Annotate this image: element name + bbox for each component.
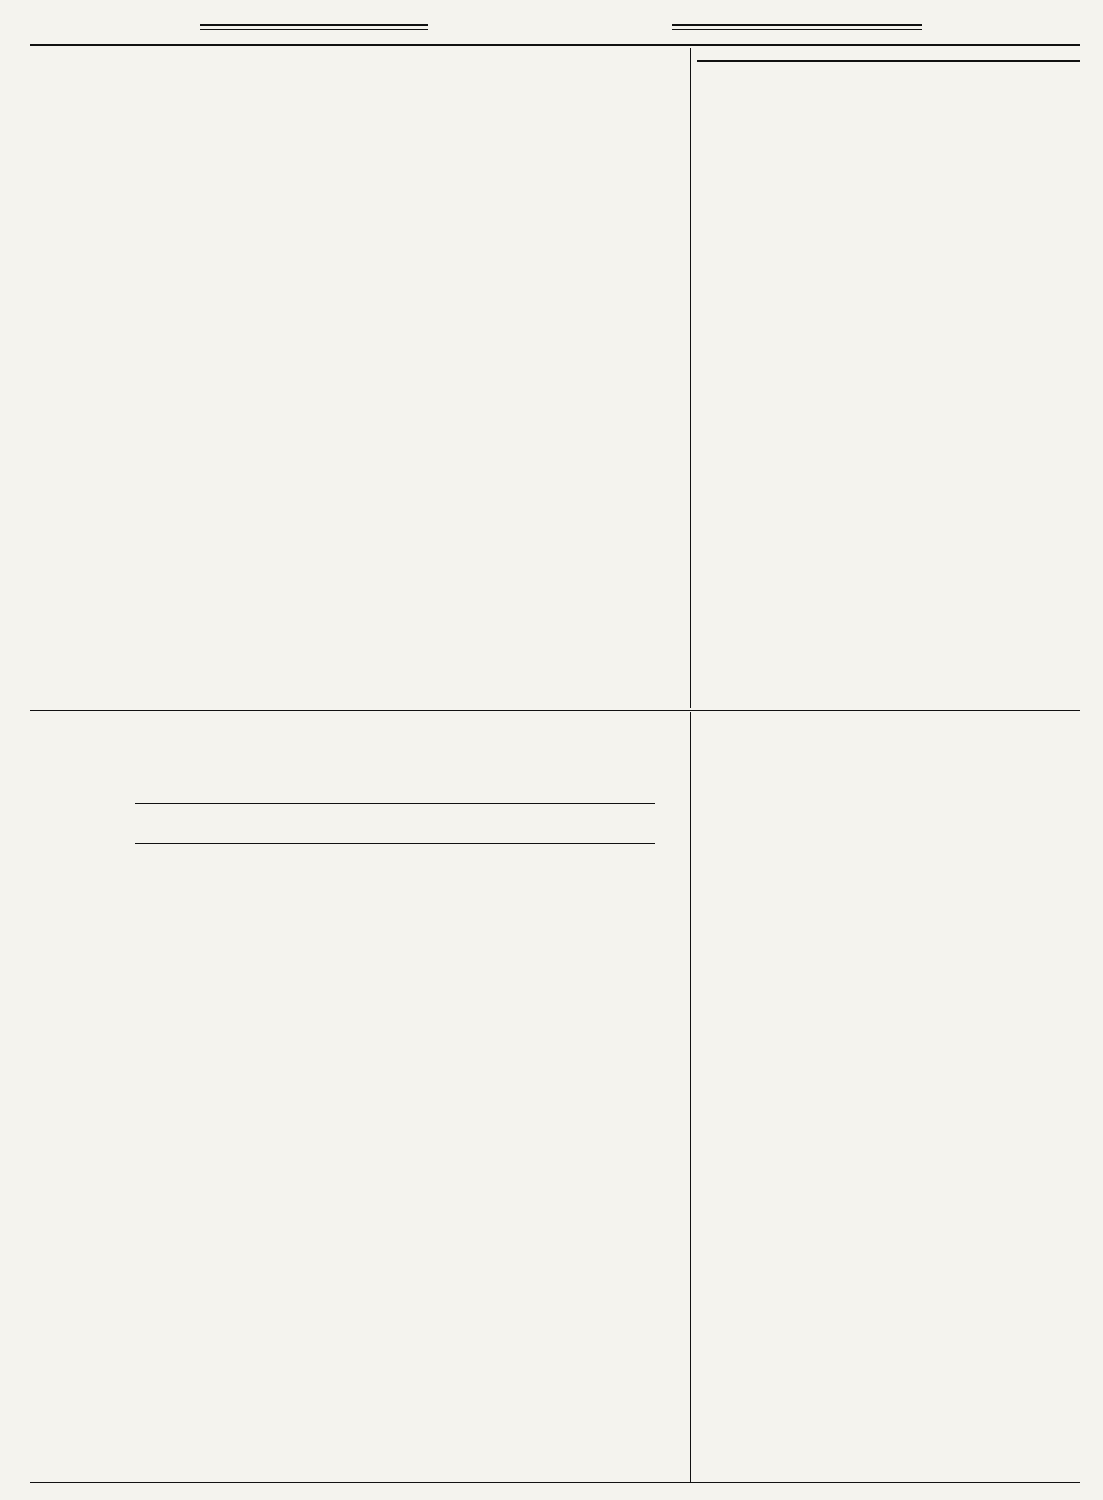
column-divider (690, 712, 691, 1482)
shahabuddin-deck-rule-top (135, 803, 655, 804)
power-column-1 (697, 168, 819, 706)
feeding-column-1 (32, 102, 132, 660)
masthead-rule-right (672, 24, 922, 26)
power-column-2 (826, 168, 948, 706)
shahabuddin-column-4 (352, 850, 452, 1480)
section-divider (30, 710, 1080, 711)
wetlands-column-1 (697, 830, 819, 1480)
shahabuddin-column-3 (246, 850, 344, 1480)
power-box-top (697, 60, 1080, 62)
feeding-column-4 (352, 204, 452, 660)
comics-divider (30, 1482, 1080, 1483)
power-column-3 (955, 168, 1079, 706)
masthead-rule-right-2 (672, 29, 922, 30)
masthead-rule-left-2 (200, 29, 428, 30)
shahabuddin-deck-rule-bottom (135, 843, 655, 844)
feeding-column-2 (140, 204, 238, 660)
top-border (30, 44, 1080, 46)
shahabuddin-column-5 (460, 722, 560, 1480)
masthead-rule-left (200, 24, 428, 26)
feeding-column-3 (246, 204, 344, 660)
feeding-column-5 (460, 102, 560, 660)
wetlands-column-3 (955, 830, 1079, 1480)
column-divider (690, 48, 691, 708)
wetlands-column-2 (826, 830, 948, 1480)
shahabuddin-column-1 (32, 722, 132, 1480)
shahabuddin-column-2 (140, 850, 238, 1480)
